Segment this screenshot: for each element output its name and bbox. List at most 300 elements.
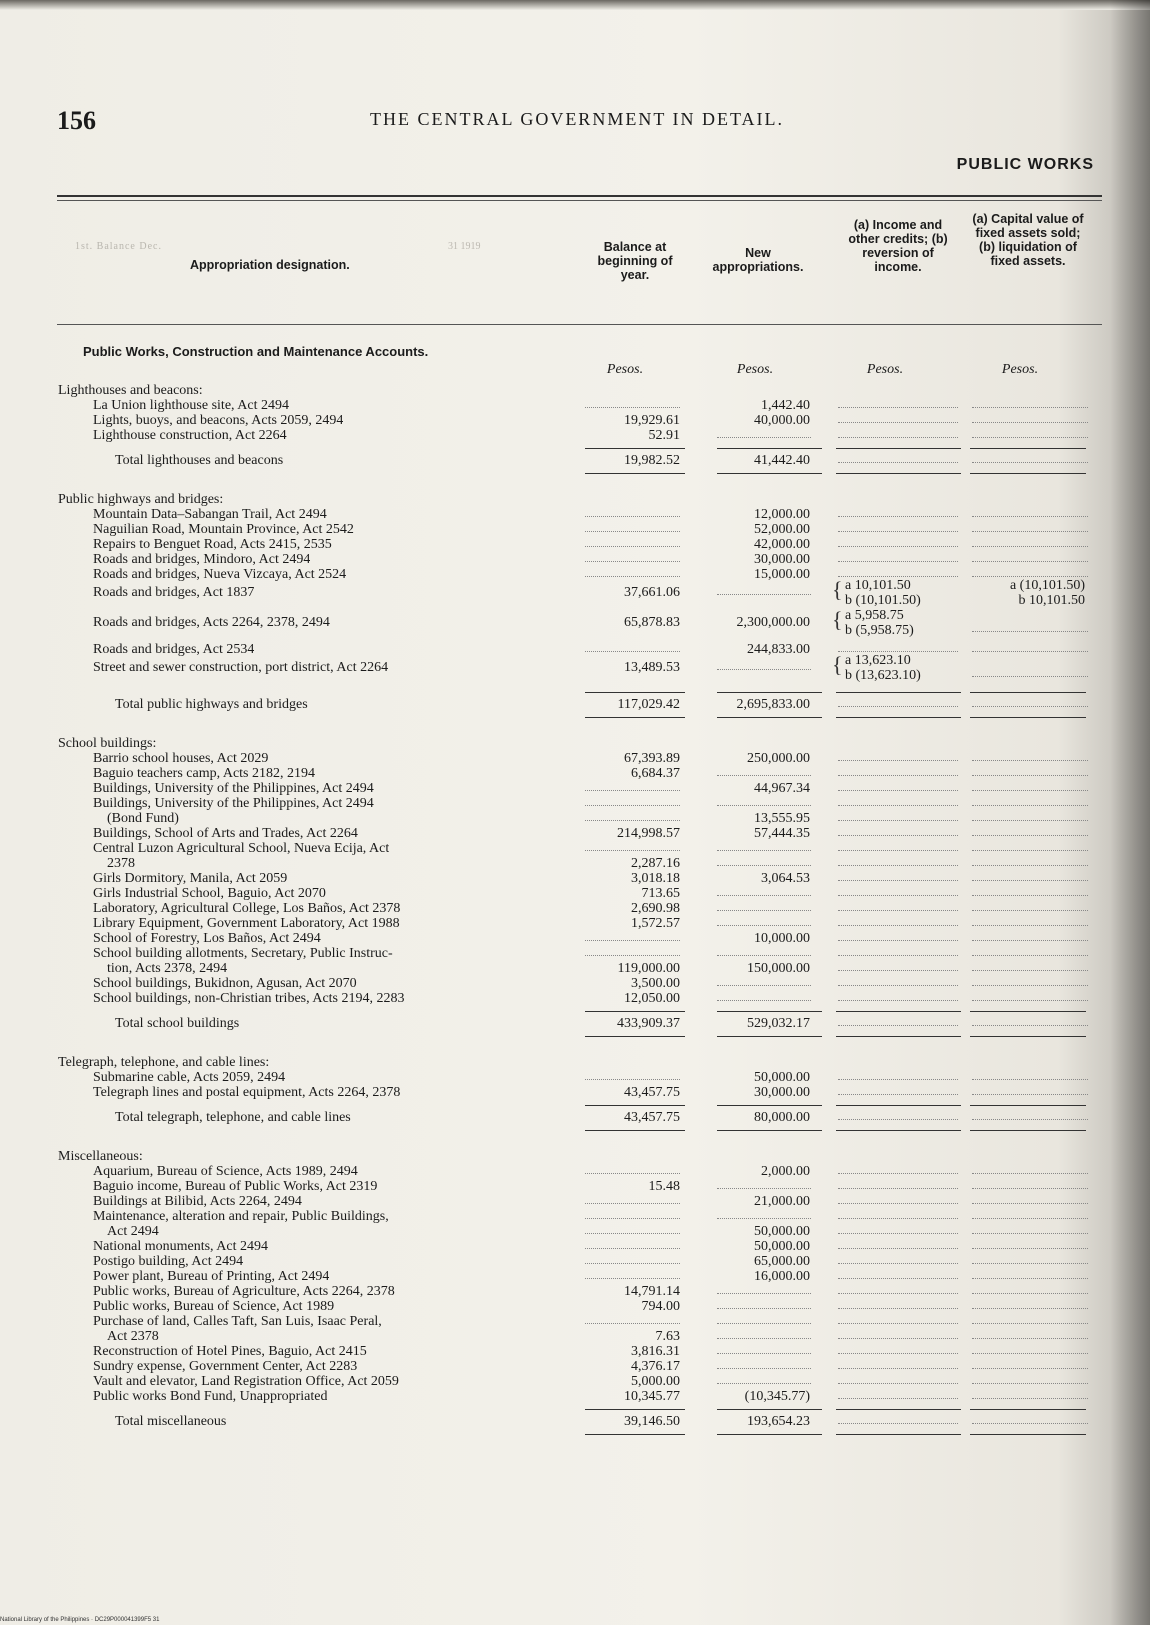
total-rule — [970, 473, 1086, 474]
balance-value: 3,500.00 — [631, 976, 680, 991]
leader-dots — [972, 1338, 1088, 1339]
leader-dots — [585, 1263, 680, 1264]
balance-value: 713.65 — [641, 886, 680, 901]
table-row — [0, 552, 1150, 567]
total-rule — [717, 1130, 822, 1131]
new-appropriation-value: 40,000.00 — [754, 413, 810, 428]
column-header-designation: Appropriation designation. — [190, 258, 350, 272]
total-balance: 117,029.42 — [617, 697, 680, 712]
leader-dots — [838, 1173, 958, 1174]
table-row — [0, 507, 1150, 522]
new-appropriation-value: 2,300,000.00 — [736, 615, 810, 630]
leader-dots — [972, 407, 1088, 408]
income-b-value: b (10,101.50) — [845, 593, 921, 608]
leader-dots — [972, 422, 1088, 423]
total-row — [0, 453, 1150, 468]
column-header-new-appropriations: New appropriations. — [712, 246, 804, 274]
leader-dots — [585, 1079, 680, 1080]
total-rule — [585, 1011, 685, 1012]
leader-dots — [838, 880, 958, 881]
total-rule — [836, 1409, 961, 1410]
leader-dots — [585, 1233, 680, 1234]
bleed-through-text: 31 1919 — [448, 241, 481, 252]
item-label: Postigo building, Act 2494 — [93, 1254, 244, 1269]
column-header-income: (a) Income and other credits; (b) reversion of income. — [848, 218, 948, 274]
leader-dots — [838, 576, 958, 577]
total-rule — [970, 1434, 1086, 1435]
leader-dots — [838, 925, 958, 926]
new-appropriation-value: 150,000.00 — [747, 961, 810, 976]
leader-dots — [717, 437, 811, 438]
balance-value: 3,816.31 — [631, 1344, 680, 1359]
item-label: Laboratory, Agricultural College, Los Baños, Act 2378 — [93, 901, 401, 916]
item-label: Roads and bridges, Act 1837 — [93, 585, 255, 600]
total-rule — [717, 1409, 822, 1410]
item-label: Library Equipment, Government Laboratory, Act 1988 — [93, 916, 400, 931]
total-new-appropriation: 41,442.40 — [754, 453, 810, 468]
new-appropriation-value: 16,000.00 — [754, 1269, 810, 1284]
total-new-appropriation: 2,695,833.00 — [736, 697, 810, 712]
balance-value: 10,345.77 — [624, 1389, 680, 1404]
total-row — [0, 697, 1150, 712]
balance-value: 52.91 — [648, 428, 680, 443]
total-rule — [970, 1130, 1086, 1131]
new-appropriation-value: 52,000.00 — [754, 522, 810, 537]
total-rule — [970, 1036, 1086, 1037]
item-label: School of Forestry, Los Baños, Act 2494 — [93, 931, 321, 946]
item-label: Buildings, University of the Philippines, Act 2494 — [93, 796, 374, 811]
leader-dots — [585, 805, 680, 806]
leader-dots — [585, 1248, 680, 1249]
leader-dots — [972, 970, 1088, 971]
leader-dots — [972, 1218, 1088, 1219]
table-row — [0, 642, 1150, 657]
total-rule — [836, 1434, 961, 1435]
table-row — [0, 577, 1150, 608]
item-label: Act 2378 — [107, 1329, 159, 1344]
leader-dots — [838, 546, 958, 547]
balance-value: 14,791.14 — [624, 1284, 680, 1299]
leader-dots — [972, 925, 1088, 926]
category-label: Lighthouses and beacons: — [58, 383, 203, 398]
total-rule — [836, 473, 961, 474]
leader-dots — [717, 925, 811, 926]
leader-dots — [717, 669, 811, 670]
table-row — [0, 1224, 1150, 1239]
leader-dots — [838, 1353, 958, 1354]
new-appropriation-value: 65,000.00 — [754, 1254, 810, 1269]
leader-dots — [972, 1293, 1088, 1294]
leader-dots — [838, 1278, 958, 1279]
total-rule — [836, 692, 961, 693]
leader-dots — [838, 1383, 958, 1384]
total-rule — [717, 1105, 822, 1106]
total-rule — [836, 1105, 961, 1106]
leader-dots — [717, 1368, 811, 1369]
table-row — [0, 901, 1150, 916]
total-label: Total school buildings — [115, 1016, 240, 1031]
table-row — [0, 751, 1150, 766]
table-row — [0, 931, 1150, 946]
category-heading — [0, 1149, 1150, 1164]
leader-dots — [717, 775, 811, 776]
leader-dots — [585, 546, 680, 547]
total-rule — [717, 717, 822, 718]
item-label: Act 2494 — [107, 1224, 159, 1239]
category-label: Public highways and bridges: — [58, 492, 224, 507]
table-row — [0, 1269, 1150, 1284]
table-row — [0, 826, 1150, 841]
leader-dots — [585, 1203, 680, 1204]
total-rule — [585, 692, 685, 693]
balance-value: 15.48 — [648, 1179, 680, 1194]
table-row — [0, 607, 1150, 638]
leader-dots — [972, 631, 1088, 632]
item-label: Lighthouse construction, Act 2264 — [93, 428, 287, 443]
leader-dots — [972, 651, 1088, 652]
income-a-value: a 5,958.75 — [845, 608, 904, 623]
leader-dots — [972, 516, 1088, 517]
item-label: 2378 — [107, 856, 135, 871]
page-number: 156 — [57, 106, 96, 135]
balance-value: 43,457.75 — [624, 1085, 680, 1100]
item-label: Purchase of land, Calles Taft, San Luis, Isaac Peral, — [93, 1314, 382, 1329]
leader-dots — [717, 910, 811, 911]
total-rule — [970, 1409, 1086, 1410]
leader-dots — [838, 1423, 958, 1424]
table-row — [0, 871, 1150, 886]
leader-dots — [972, 1368, 1088, 1369]
leader-dots — [585, 651, 680, 652]
leader-dots — [972, 462, 1088, 463]
new-appropriation-value: 3,064.53 — [761, 871, 810, 886]
leader-dots — [838, 407, 958, 408]
leader-dots — [972, 1263, 1088, 1264]
balance-value: 3,018.18 — [631, 871, 680, 886]
income-b-value: b (5,958.75) — [845, 623, 914, 638]
new-appropriation-value: 13,555.95 — [754, 811, 810, 826]
total-rule — [836, 717, 961, 718]
item-label: Public works, Bureau of Agriculture, Acts 2264, 2378 — [93, 1284, 395, 1299]
table-row — [0, 946, 1150, 961]
total-label: Total telegraph, telephone, and cable lines — [115, 1110, 351, 1125]
item-label: Baguio income, Bureau of Public Works, Act 2319 — [93, 1179, 378, 1194]
leader-dots — [972, 1094, 1088, 1095]
total-rule — [836, 1036, 961, 1037]
new-appropriation-value: (10,345.77) — [744, 1389, 810, 1404]
leader-dots — [838, 516, 958, 517]
leader-dots — [838, 910, 958, 911]
item-label: Naguilian Road, Mountain Province, Act 2542 — [93, 522, 354, 537]
total-balance: 19,982.52 — [624, 453, 680, 468]
new-appropriation-value: 1,442.40 — [761, 398, 810, 413]
balance-value: 4,376.17 — [631, 1359, 680, 1374]
total-balance: 43,457.75 — [624, 1110, 680, 1125]
table-row — [0, 1164, 1150, 1179]
total-rule — [585, 1130, 685, 1131]
table-row — [0, 1085, 1150, 1100]
leader-dots — [972, 531, 1088, 532]
table-row — [0, 811, 1150, 826]
leader-dots — [972, 437, 1088, 438]
total-rule — [836, 1130, 961, 1131]
balance-value: 37,661.06 — [624, 585, 680, 600]
category-heading — [0, 1055, 1150, 1070]
item-label: Sundry expense, Government Center, Act 2283 — [93, 1359, 358, 1374]
balance-value: 6,684.37 — [631, 766, 680, 781]
item-label: tion, Acts 2378, 2494 — [107, 961, 228, 976]
table-row — [0, 781, 1150, 796]
leader-dots — [585, 516, 680, 517]
item-label: Roads and bridges, Act 2534 — [93, 642, 255, 657]
table-row — [0, 413, 1150, 428]
leader-dots — [585, 790, 680, 791]
leader-dots — [972, 895, 1088, 896]
new-appropriation-value: 2,000.00 — [761, 1164, 810, 1179]
table-row — [0, 1374, 1150, 1389]
leader-dots — [717, 985, 811, 986]
table-row — [0, 1194, 1150, 1209]
leader-dots — [717, 1383, 811, 1384]
total-rule — [717, 1434, 822, 1435]
leader-dots — [838, 706, 958, 707]
leader-dots — [838, 760, 958, 761]
leader-dots — [972, 1025, 1088, 1026]
table-row — [0, 1389, 1150, 1404]
leader-dots — [972, 775, 1088, 776]
item-label: Mountain Data–Sabangan Trail, Act 2494 — [93, 507, 327, 522]
category-heading — [0, 492, 1150, 507]
leader-dots — [838, 1188, 958, 1189]
total-rule — [717, 448, 822, 449]
leader-dots — [838, 865, 958, 866]
leader-dots — [972, 561, 1088, 562]
balance-value: 2,690.98 — [631, 901, 680, 916]
leader-dots — [972, 955, 1088, 956]
new-appropriation-value: 50,000.00 — [754, 1224, 810, 1239]
leader-dots — [972, 940, 1088, 941]
leader-dots — [972, 1423, 1088, 1424]
new-appropriation-value: 57,444.35 — [754, 826, 810, 841]
balance-value: 12,050.00 — [624, 991, 680, 1006]
item-label: Buildings, School of Arts and Trades, Act 2264 — [93, 826, 358, 841]
leader-dots — [585, 576, 680, 577]
table-row — [0, 991, 1150, 1006]
total-rule — [717, 692, 822, 693]
leader-dots — [838, 462, 958, 463]
leader-dots — [972, 576, 1088, 577]
leader-dots — [972, 850, 1088, 851]
leader-dots — [838, 531, 958, 532]
leader-dots — [585, 1278, 680, 1279]
balance-value: 2,287.16 — [631, 856, 680, 871]
item-label: Roads and bridges, Mindoro, Act 2494 — [93, 552, 311, 567]
table-row — [0, 652, 1150, 683]
leader-dots — [838, 895, 958, 896]
running-head: THE CENTRAL GOVERNMENT IN DETAIL. — [370, 109, 785, 129]
item-label: Girls Dormitory, Manila, Act 2059 — [93, 871, 288, 886]
leader-dots — [972, 1323, 1088, 1324]
leader-dots — [972, 1353, 1088, 1354]
leader-dots — [585, 1173, 680, 1174]
leader-dots — [585, 1323, 680, 1324]
category-label: School buildings: — [58, 736, 157, 751]
leader-dots — [838, 437, 958, 438]
leader-dots — [972, 865, 1088, 866]
leader-dots — [972, 1278, 1088, 1279]
item-label: Repairs to Benguet Road, Acts 2415, 2535 — [93, 537, 332, 552]
new-appropriation-value: 30,000.00 — [754, 552, 810, 567]
leader-dots — [838, 1323, 958, 1324]
leader-dots — [838, 1263, 958, 1264]
item-label: La Union lighthouse site, Act 2494 — [93, 398, 289, 413]
brace-icon: { — [832, 577, 843, 602]
table-row — [0, 856, 1150, 871]
leader-dots — [717, 850, 811, 851]
item-label: Barrio school houses, Act 2029 — [93, 751, 269, 766]
leader-dots — [717, 895, 811, 896]
leader-dots — [717, 1293, 811, 1294]
total-row — [0, 1414, 1150, 1429]
table-row — [0, 841, 1150, 856]
category-label: Miscellaneous: — [58, 1149, 143, 1164]
total-rule — [970, 1011, 1086, 1012]
leader-dots — [838, 1119, 958, 1120]
leader-dots — [585, 561, 680, 562]
new-appropriation-value: 12,000.00 — [754, 507, 810, 522]
leader-dots — [972, 805, 1088, 806]
leader-dots — [838, 1248, 958, 1249]
leader-dots — [972, 835, 1088, 836]
section-title: PUBLIC WORKS — [956, 156, 1094, 173]
leader-dots — [838, 1338, 958, 1339]
total-rule — [970, 1105, 1086, 1106]
new-appropriation-value: 42,000.00 — [754, 537, 810, 552]
leader-dots — [972, 1000, 1088, 1001]
leader-dots — [838, 1079, 958, 1080]
leader-dots — [972, 1308, 1088, 1309]
unit-row: Pesos. Pesos. Pesos. Pesos. — [606, 362, 1039, 377]
item-label: Telegraph lines and postal equipment, Acts 2264, 2378 — [93, 1085, 401, 1100]
leader-dots — [838, 422, 958, 423]
leader-dots — [972, 1203, 1088, 1204]
balance-value: 67,393.89 — [624, 751, 680, 766]
item-label: School building allotments, Secretary, Public Instruc- — [93, 946, 393, 961]
total-rule — [585, 1036, 685, 1037]
leader-dots — [717, 1218, 811, 1219]
table-row — [0, 537, 1150, 552]
leader-dots — [838, 1368, 958, 1369]
table-row — [0, 1254, 1150, 1269]
leader-dots — [585, 820, 680, 821]
new-appropriation-value: 21,000.00 — [754, 1194, 810, 1209]
column-header-capital: (a) Capital value of fixed assets sold; (b) liquidation of fixed assets. — [972, 212, 1084, 268]
leader-dots — [585, 1218, 680, 1219]
total-row — [0, 1110, 1150, 1125]
leader-dots — [972, 820, 1088, 821]
item-label: Buildings, University of the Philippines, Act 2494 — [93, 781, 374, 796]
leader-dots — [972, 1188, 1088, 1189]
total-row — [0, 1016, 1150, 1031]
total-new-appropriation: 193,654.23 — [747, 1414, 810, 1429]
item-label: National monuments, Act 2494 — [93, 1239, 268, 1254]
leader-dots — [838, 1218, 958, 1219]
brace-icon: { — [832, 607, 843, 632]
balance-value: 7.63 — [655, 1329, 680, 1344]
new-appropriation-value: 250,000.00 — [747, 751, 810, 766]
item-label: Central Luzon Agricultural School, Nueva Ecija, Act — [93, 841, 390, 856]
item-label: Buildings at Bilibid, Acts 2264, 2494 — [93, 1194, 302, 1209]
item-label: School buildings, Bukidnon, Agusan, Act 2070 — [93, 976, 357, 991]
total-balance: 39,146.50 — [624, 1414, 680, 1429]
leader-dots — [717, 1338, 811, 1339]
income-b-value: b (13,623.10) — [845, 668, 921, 683]
item-label: Street and sewer construction, port district, Act 2264 — [93, 660, 389, 675]
leader-dots — [972, 880, 1088, 881]
leader-dots — [585, 850, 680, 851]
balance-value: 19,929.61 — [624, 413, 680, 428]
table-row — [0, 1359, 1150, 1374]
total-rule — [585, 717, 685, 718]
leader-dots — [585, 531, 680, 532]
leader-dots — [717, 594, 811, 595]
leader-dots — [717, 1323, 811, 1324]
total-new-appropriation: 80,000.00 — [754, 1110, 810, 1125]
total-rule — [717, 473, 822, 474]
total-rule — [717, 1011, 822, 1012]
balance-value: 65,878.83 — [624, 615, 680, 630]
leader-dots — [585, 940, 680, 941]
leader-dots — [972, 790, 1088, 791]
item-label: Lights, buoys, and beacons, Acts 2059, 2494 — [93, 413, 344, 428]
leader-dots — [838, 1233, 958, 1234]
leader-dots — [838, 651, 958, 652]
table-row — [0, 796, 1150, 811]
leader-dots — [585, 955, 680, 956]
balance-value: 794.00 — [641, 1299, 680, 1314]
item-label: Submarine cable, Acts 2059, 2494 — [93, 1070, 286, 1085]
table-row — [0, 1329, 1150, 1344]
total-rule — [717, 1036, 822, 1037]
leader-dots — [972, 910, 1088, 911]
leader-dots — [838, 775, 958, 776]
total-label: Total public highways and bridges — [115, 697, 308, 712]
leader-dots — [972, 1248, 1088, 1249]
leader-dots — [838, 790, 958, 791]
leader-dots — [972, 546, 1088, 547]
table-row — [0, 1284, 1150, 1299]
category-heading — [0, 736, 1150, 751]
item-label: Vault and elevator, Land Registration Office, Act 2059 — [93, 1374, 399, 1389]
table-row — [0, 398, 1150, 413]
leader-dots — [838, 1293, 958, 1294]
leader-dots — [972, 1233, 1088, 1234]
leader-dots — [972, 1119, 1088, 1120]
item-label: Power plant, Bureau of Printing, Act 2494 — [93, 1269, 330, 1284]
leader-dots — [717, 1353, 811, 1354]
total-rule — [585, 1105, 685, 1106]
leader-dots — [838, 1203, 958, 1204]
bleed-through-text: 1st. Balance Dec. — [75, 241, 162, 252]
leader-dots — [838, 970, 958, 971]
leader-dots — [838, 1000, 958, 1001]
table-row — [0, 1314, 1150, 1329]
capital-b-value: b 10,101.50 — [1018, 593, 1085, 608]
table-row — [0, 766, 1150, 781]
table-row — [0, 1299, 1150, 1314]
leader-dots — [972, 1383, 1088, 1384]
item-label: Girls Industrial School, Baguio, Act 2070 — [93, 886, 326, 901]
